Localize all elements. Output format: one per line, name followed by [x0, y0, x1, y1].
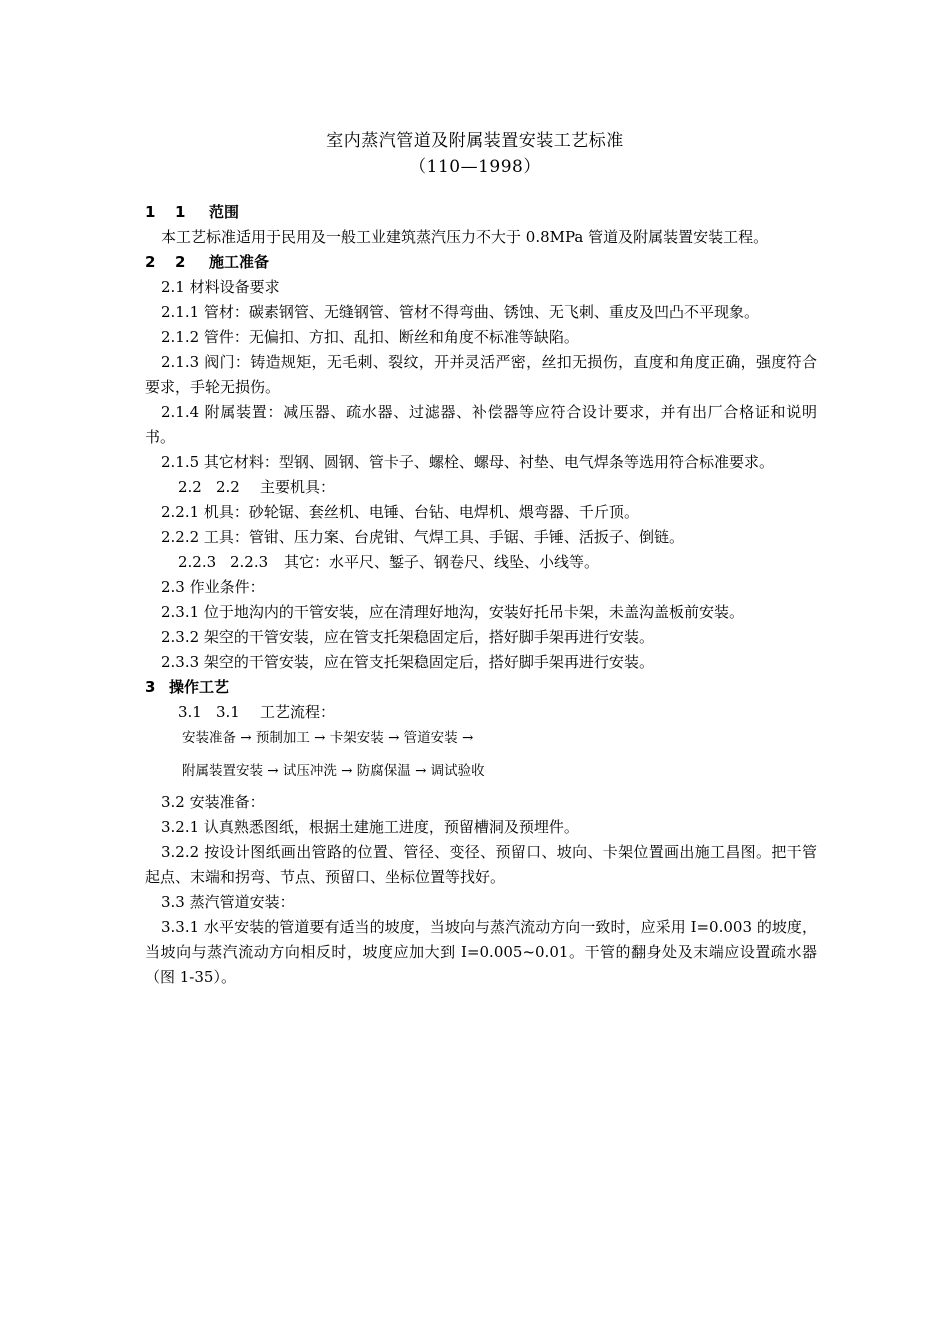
- section-1-label: 范围: [209, 203, 240, 221]
- section-1-heading: [145, 200, 817, 225]
- section-2-2-3: [178, 550, 850, 575]
- section-2-1-1: 2.1.1 管材：碳素钢管、无缝钢管、管材不得弯曲、锈蚀、无飞刺、重皮及凹凸不平现象。: [161, 303, 759, 321]
- section-2-1-2: 2.1.2 管件：无偏扣、方扣、乱扣、断丝和角度不标准等缺陷。: [161, 328, 579, 346]
- section-1-text: 本工艺标准适用于民用及一般工业建筑蒸汽压力不大于 0.8MPa 管道及附属装置安装工程。: [161, 228, 769, 246]
- section-2-2-num-b: 2.2: [216, 478, 240, 496]
- section-2-1-5: 2.1.5 其它材料：型钢、圆钢、管卡子、螺栓、螺母、衬垫、电气焊条等选用符合标准要求。: [161, 453, 774, 471]
- section-2-1-3: 2.1.3 阀门：铸造规矩，无毛刺、裂纹，开并灵活严密，丝扣无损伤，直度和角度正确，强度符合要求，手轮无损伤。: [145, 353, 817, 396]
- section-2-2-3-num-b: 2.2.3: [230, 553, 269, 571]
- section-3-2-1: 3.2.1 认真熟悉图纸，根据土建施工进度，预留槽洞及预埋件。: [161, 818, 579, 836]
- section-3-heading: [145, 675, 817, 700]
- section-2-2-1: 2.2.1 机具：砂轮锯、套丝机、电锤、台钻、电焊机、煨弯器、千斤顶。: [161, 503, 639, 521]
- section-3-1-heading: [178, 700, 850, 725]
- section-3-3: 3.3 蒸汽管道安装：: [161, 893, 295, 911]
- section-2-2-num-a: 2.2: [178, 478, 202, 496]
- process-flow-line-1: 安装准备 → 预制加工 → 卡架安装 → 管道安装 →: [182, 730, 474, 746]
- section-3-1-num-b: 3.1: [216, 703, 240, 721]
- section-3-1-label: 工艺流程：: [260, 703, 336, 721]
- section-2-2-label: 主要机具：: [260, 478, 336, 496]
- section-3-1-num-a: 3.1: [178, 703, 202, 721]
- section-3-label: 操作工艺: [169, 678, 230, 696]
- document-subtitle: （110—1998）: [409, 157, 541, 177]
- section-2-heading: [145, 250, 817, 275]
- section-2-num-b: 2: [175, 253, 186, 271]
- section-2-2-heading: [178, 475, 850, 500]
- section-2-num-a: 2: [145, 253, 156, 271]
- section-2-3: 2.3 作业条件：: [161, 578, 265, 596]
- section-2-3-2: 2.3.2 架空的干管安装，应在管支托架稳固定后，搭好脚手架再进行安装。: [161, 628, 654, 646]
- section-3-3-1: 3.3.1 水平安装的管道要有适当的坡度，当坡向与蒸汽流动方向一致时，应采用 I=0.003 的坡度，当坡向与蒸汽流动方向相反时，坡度应加大到 I=0.005~0.01。干管的翻身处及末端应设置疏水器（图 1-35）。: [145, 918, 817, 986]
- document-title: 室内蒸汽管道及附属装置安装工艺标准: [326, 131, 624, 151]
- section-3-2: 3.2 安装准备：: [161, 793, 265, 811]
- section-2-1: 2.1 材料设备要求: [161, 278, 280, 296]
- section-1-num-a: 1: [145, 203, 156, 221]
- section-3-2-2: 3.2.2 按设计图纸画出管路的位置、管径、变径、预留口、坡向、卡架位置画出施工昌图。把干管起点、末端和拐弯、节点、预留口、坐标位置等找好。: [145, 843, 817, 886]
- section-2-3-1: 2.3.1 位于地沟内的干管安装，应在清理好地沟，安装好托吊卡架，未盖沟盖板前安装。: [161, 603, 744, 621]
- section-3-num: 3: [145, 678, 156, 696]
- section-2-1-4: 2.1.4 附属装置：减压器、疏水器、过滤器、补偿器等应符合设计要求，并有出厂合格证和说明书。: [145, 403, 817, 446]
- process-flow-line-2: 附属装置安装 → 试压冲洗 → 防腐保温 → 调试验收: [182, 763, 485, 779]
- section-1-num-b: 1: [175, 203, 186, 221]
- section-2-2-2: 2.2.2 工具：管钳、压力案、台虎钳、气焊工具、手锯、手锤、活扳子、倒链。: [161, 528, 684, 546]
- section-2-2-3-label: 其它：水平尺、錾子、钢卷尺、线坠、小线等。: [284, 553, 600, 571]
- section-2-label: 施工准备: [209, 253, 270, 271]
- section-2-2-3-num-a: 2.2.3: [178, 553, 217, 571]
- section-2-3-3: 2.3.3 架空的干管安装，应在管支托架稳固定后，搭好脚手架再进行安装。: [161, 653, 654, 671]
